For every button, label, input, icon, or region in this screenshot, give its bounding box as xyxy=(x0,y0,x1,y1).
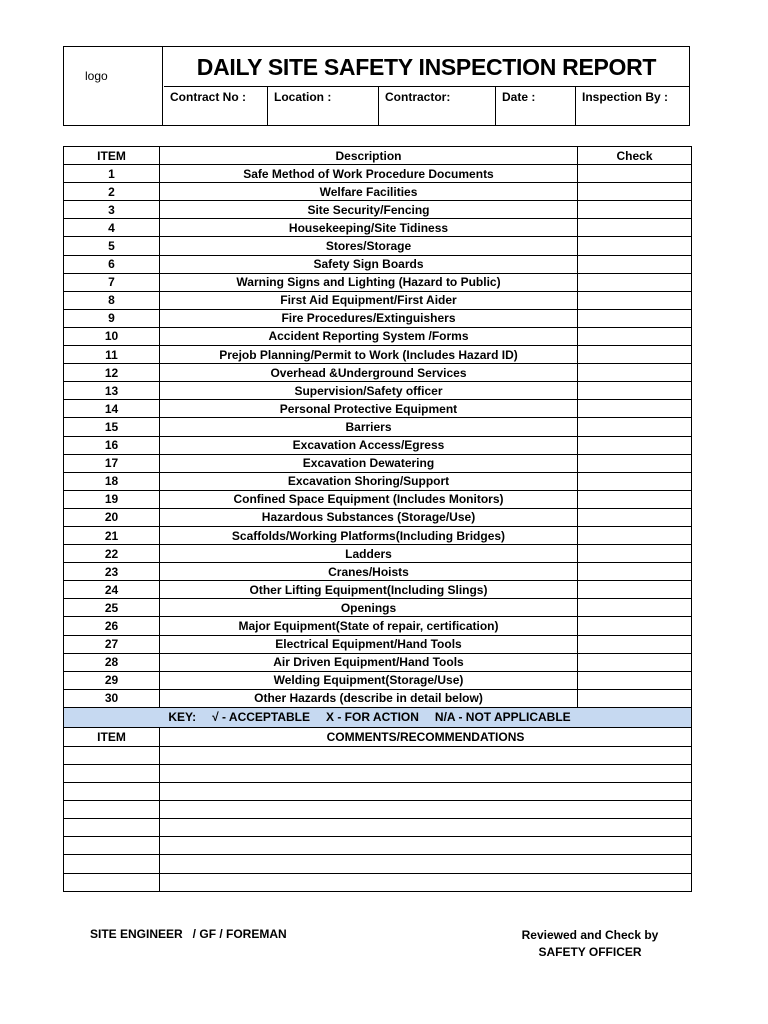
check-cell[interactable] xyxy=(578,563,692,581)
safety-officer-label: SAFETY OFFICER xyxy=(538,945,642,959)
table-row xyxy=(64,400,692,418)
item-number: 27 xyxy=(64,635,160,653)
table-row xyxy=(64,689,692,707)
item-number: 4 xyxy=(64,219,160,237)
table-row xyxy=(64,327,692,345)
logo-cell xyxy=(64,47,163,125)
inspection-by-field[interactable]: Inspection By : xyxy=(582,90,669,104)
item-column-header: ITEM xyxy=(64,147,160,165)
check-cell[interactable] xyxy=(578,183,692,201)
comment-item-cell[interactable] xyxy=(64,855,160,873)
table-row xyxy=(64,599,692,617)
item-description: Stores/Storage xyxy=(160,237,578,255)
key-legend xyxy=(64,707,692,727)
check-cell[interactable] xyxy=(578,327,692,345)
inspection-table xyxy=(63,146,692,892)
item-description: Welfare Facilities xyxy=(160,183,578,201)
item-description: Confined Space Equipment (Includes Monitors) xyxy=(160,490,578,508)
item-description: Warning Signs and Lighting (Hazard to Public) xyxy=(160,273,578,291)
contractor-field[interactable]: Contractor: xyxy=(379,87,496,125)
comment-text-cell[interactable] xyxy=(160,783,692,801)
check-cell[interactable] xyxy=(578,436,692,454)
check-cell[interactable] xyxy=(578,581,692,599)
check-cell[interactable] xyxy=(578,201,692,219)
item-number: 6 xyxy=(64,255,160,273)
item-number: 13 xyxy=(64,382,160,400)
item-number: 17 xyxy=(64,454,160,472)
comment-item-cell[interactable] xyxy=(64,801,160,819)
comment-row xyxy=(64,801,692,819)
item-description: Site Security/Fencing xyxy=(160,201,578,219)
item-number: 10 xyxy=(64,327,160,345)
report-header xyxy=(63,46,690,126)
item-number: 23 xyxy=(64,563,160,581)
table-row xyxy=(64,382,692,400)
comment-row xyxy=(64,765,692,783)
check-cell[interactable] xyxy=(578,472,692,490)
description-column-header: Description xyxy=(160,147,578,165)
table-row xyxy=(64,418,692,436)
item-number: 14 xyxy=(64,400,160,418)
item-description: First Aid Equipment/First Aider xyxy=(160,291,578,309)
table-row xyxy=(64,291,692,309)
item-description: Scaffolds/Working Platforms(Including Bridges) xyxy=(160,526,578,544)
check-cell[interactable] xyxy=(578,545,692,563)
item-number: 7 xyxy=(64,273,160,291)
item-description: Supervision/Safety officer xyxy=(160,382,578,400)
item-description: Barriers xyxy=(160,418,578,436)
item-description: Cranes/Hoists xyxy=(160,563,578,581)
table-row xyxy=(64,526,692,544)
check-cell[interactable] xyxy=(578,255,692,273)
item-number: 22 xyxy=(64,545,160,563)
item-number: 8 xyxy=(64,291,160,309)
item-description: Welding Equipment(Storage/Use) xyxy=(160,671,578,689)
check-cell[interactable] xyxy=(578,418,692,436)
item-description: Excavation Shoring/Support xyxy=(160,472,578,490)
comment-row xyxy=(64,855,692,873)
comments-recommendations-header: COMMENTS/RECOMMENDATIONS xyxy=(160,727,692,746)
item-number: 11 xyxy=(64,346,160,364)
table-row xyxy=(64,237,692,255)
key-na: N/A - NOT APPLICABLE xyxy=(434,710,571,725)
item-number: 1 xyxy=(64,165,160,183)
item-number: 9 xyxy=(64,309,160,327)
check-cell[interactable] xyxy=(578,490,692,508)
table-row xyxy=(64,653,692,671)
item-description: Fire Procedures/Extinguishers xyxy=(160,309,578,327)
table-row xyxy=(64,472,692,490)
site-engineer-signature-label: SITE ENGINEER / GF / FOREMAN xyxy=(90,927,287,941)
reviewed-by-label: Reviewed and Check by xyxy=(521,928,659,942)
contract-no-field[interactable]: Contract No : xyxy=(164,87,268,125)
comment-row xyxy=(64,873,692,891)
item-description: Excavation Access/Egress xyxy=(160,436,578,454)
comments-item-header: ITEM xyxy=(64,727,160,746)
check-cell[interactable] xyxy=(578,237,692,255)
comment-text-cell[interactable] xyxy=(160,746,692,764)
check-cell[interactable] xyxy=(578,526,692,544)
item-number: 21 xyxy=(64,526,160,544)
item-description: Other Lifting Equipment(Including Slings) xyxy=(160,581,578,599)
item-number: 19 xyxy=(64,490,160,508)
check-cell[interactable] xyxy=(578,346,692,364)
table-row xyxy=(64,490,692,508)
comments-header-row xyxy=(64,727,692,746)
comment-text-cell[interactable] xyxy=(160,819,692,837)
comment-item-cell[interactable] xyxy=(64,873,160,891)
item-number: 28 xyxy=(64,653,160,671)
comment-item-cell[interactable] xyxy=(64,765,160,783)
table-row xyxy=(64,255,692,273)
check-cell[interactable] xyxy=(578,617,692,635)
check-cell[interactable] xyxy=(578,599,692,617)
comment-row xyxy=(64,819,692,837)
check-cell[interactable] xyxy=(578,364,692,382)
item-description: Electrical Equipment/Hand Tools xyxy=(160,635,578,653)
key-label: KEY: xyxy=(168,710,197,725)
item-number: 2 xyxy=(64,183,160,201)
item-number: 5 xyxy=(64,237,160,255)
comment-row xyxy=(64,783,692,801)
check-cell[interactable] xyxy=(578,219,692,237)
item-description: Housekeeping/Site Tidiness xyxy=(160,219,578,237)
table-row xyxy=(64,183,692,201)
table-header-row xyxy=(64,147,692,165)
key-acceptable: √ - ACCEPTABLE xyxy=(212,710,311,725)
table-row xyxy=(64,309,692,327)
item-number: 15 xyxy=(64,418,160,436)
check-cell[interactable] xyxy=(578,653,692,671)
report-title: DAILY SITE SAFETY INSPECTION REPORT xyxy=(164,47,689,87)
comment-text-cell[interactable] xyxy=(160,873,692,891)
table-row xyxy=(64,364,692,382)
check-cell[interactable] xyxy=(578,382,692,400)
item-number: 25 xyxy=(64,599,160,617)
table-row xyxy=(64,671,692,689)
item-number: 18 xyxy=(64,472,160,490)
safety-officer-signature-label xyxy=(480,927,700,961)
item-description: Safe Method of Work Procedure Documents xyxy=(160,165,578,183)
comment-row xyxy=(64,746,692,764)
item-number: 16 xyxy=(64,436,160,454)
table-row xyxy=(64,219,692,237)
item-number: 29 xyxy=(64,671,160,689)
comment-item-cell[interactable] xyxy=(64,837,160,855)
item-description: Accident Reporting System /Forms xyxy=(160,327,578,345)
item-description: Excavation Dewatering xyxy=(160,454,578,472)
check-cell[interactable] xyxy=(578,635,692,653)
item-description: Safety Sign Boards xyxy=(160,255,578,273)
item-description: Prejob Planning/Permit to Work (Includes Hazard ID) xyxy=(160,346,578,364)
table-row xyxy=(64,454,692,472)
item-description: Overhead &Underground Services xyxy=(160,364,578,382)
item-number: 12 xyxy=(64,364,160,382)
item-description: Hazardous Substances (Storage/Use) xyxy=(160,508,578,526)
item-description: Ladders xyxy=(160,545,578,563)
comment-text-cell[interactable] xyxy=(160,837,692,855)
key-action: X - FOR ACTION xyxy=(326,710,419,725)
table-row xyxy=(64,273,692,291)
table-row xyxy=(64,581,692,599)
comment-item-cell[interactable] xyxy=(64,746,160,764)
table-row xyxy=(64,165,692,183)
table-row xyxy=(64,635,692,653)
check-cell[interactable] xyxy=(578,508,692,526)
item-number: 30 xyxy=(64,689,160,707)
item-description: Air Driven Equipment/Hand Tools xyxy=(160,653,578,671)
key-legend-row xyxy=(64,707,692,727)
table-row xyxy=(64,508,692,526)
comment-text-cell[interactable] xyxy=(160,855,692,873)
check-cell[interactable] xyxy=(578,309,692,327)
comment-item-cell[interactable] xyxy=(64,783,160,801)
check-cell[interactable] xyxy=(578,454,692,472)
comment-text-cell[interactable] xyxy=(160,801,692,819)
table-row xyxy=(64,346,692,364)
check-cell[interactable] xyxy=(578,165,692,183)
check-cell[interactable] xyxy=(578,689,692,707)
item-number: 26 xyxy=(64,617,160,635)
logo-placeholder: logo xyxy=(85,69,108,83)
item-number: 3 xyxy=(64,201,160,219)
check-column-header: Check xyxy=(578,147,692,165)
report-meta-fields xyxy=(164,87,689,125)
table-row xyxy=(64,545,692,563)
check-cell[interactable] xyxy=(578,273,692,291)
check-cell[interactable] xyxy=(578,671,692,689)
item-number: 20 xyxy=(64,508,160,526)
check-cell[interactable] xyxy=(578,400,692,418)
item-description: Personal Protective Equipment xyxy=(160,400,578,418)
table-row xyxy=(64,201,692,219)
item-description: Other Hazards (describe in detail below) xyxy=(160,689,578,707)
check-cell[interactable] xyxy=(578,291,692,309)
comment-text-cell[interactable] xyxy=(160,765,692,783)
comment-item-cell[interactable] xyxy=(64,819,160,837)
date-field[interactable]: Date : xyxy=(496,87,576,125)
item-description: Openings xyxy=(160,599,578,617)
comment-row xyxy=(64,837,692,855)
item-description: Major Equipment(State of repair, certification) xyxy=(160,617,578,635)
item-number: 24 xyxy=(64,581,160,599)
table-row xyxy=(64,617,692,635)
table-row xyxy=(64,563,692,581)
table-row xyxy=(64,436,692,454)
location-field[interactable]: Location : xyxy=(268,87,379,125)
